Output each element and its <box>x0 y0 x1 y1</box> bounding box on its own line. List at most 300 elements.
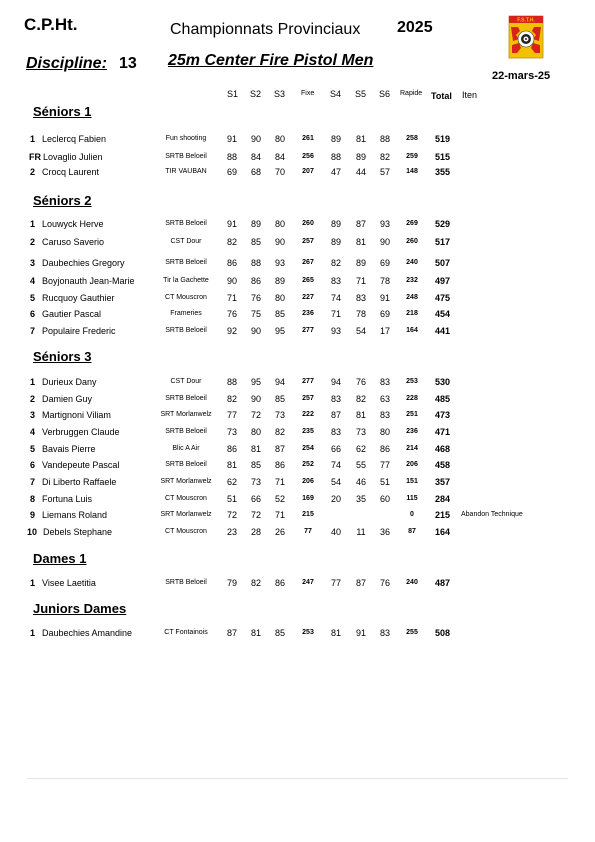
score-s3: 52 <box>274 494 286 504</box>
club-name: Frameries <box>170 310 202 317</box>
shooter-name: Durieux Dany <box>42 377 97 387</box>
club-name: CT Mouscron <box>165 294 207 301</box>
total-score: 475 <box>435 293 451 303</box>
total-score: 441 <box>435 326 451 336</box>
year: 2025 <box>397 19 433 36</box>
score-s5: 82 <box>355 394 367 404</box>
score-s4: 89 <box>330 237 342 247</box>
rank-cell: 6 <box>30 460 36 470</box>
score-s4: 82 <box>330 258 342 268</box>
score-s6: 36 <box>379 527 391 537</box>
discipline-number: 13 <box>119 55 137 72</box>
shooter-name: Boyjonauth Jean-Marie <box>42 276 135 286</box>
result-row <box>0 477 595 491</box>
club-name: SRTB Beloeil <box>165 153 207 160</box>
club-name: CT Fontainois <box>164 629 208 636</box>
organization-name: C.P.Ht. <box>24 15 78 34</box>
score-fixe: 235 <box>302 428 314 435</box>
shooter-name: Crocq Laurent <box>42 167 100 177</box>
score-s6: 78 <box>379 276 391 286</box>
score-s3: 26 <box>274 527 286 537</box>
score-rapide: 259 <box>406 153 418 160</box>
score-s1: 87 <box>226 628 238 638</box>
score-s3: 89 <box>274 276 286 286</box>
rank-cell: 5 <box>30 444 36 454</box>
shooter-name: Liemans Roland <box>42 510 108 520</box>
club-name: SRTB Beloeil <box>165 395 207 402</box>
federation-logo-icon <box>508 15 544 59</box>
score-s2: 81 <box>250 628 262 638</box>
score-rapide: 206 <box>406 461 418 468</box>
score-s6: 88 <box>379 134 391 144</box>
score-s5: 91 <box>355 628 367 638</box>
score-s6: 83 <box>379 628 391 638</box>
score-s4: 83 <box>330 427 342 437</box>
shooter-name: Debels Stephane <box>43 527 113 537</box>
rank-cell: FR <box>29 152 41 162</box>
score-rapide: 148 <box>406 168 418 175</box>
shooter-name: Daubechies Amandine <box>42 628 133 638</box>
total-score: 468 <box>435 444 451 454</box>
total-score: 164 <box>435 527 451 537</box>
result-row <box>0 258 595 272</box>
result-row <box>0 394 595 408</box>
score-rapide: 255 <box>406 629 418 636</box>
rank-cell: 1 <box>30 377 36 387</box>
score-s4: 93 <box>330 326 342 336</box>
score-fixe: 265 <box>302 277 314 284</box>
total-score: 529 <box>435 219 451 229</box>
club-name: SRTB Beloeil <box>165 327 207 334</box>
rank-cell: 3 <box>30 258 36 268</box>
rank-cell: 5 <box>30 293 36 303</box>
score-s2: 81 <box>250 444 262 454</box>
score-s2: 86 <box>250 276 262 286</box>
score-s2: 72 <box>250 410 262 420</box>
result-row <box>0 167 595 181</box>
score-rapide: 258 <box>406 135 418 142</box>
score-s3: 71 <box>274 510 286 520</box>
score-s4: 88 <box>330 152 342 162</box>
score-s4: 74 <box>330 460 342 470</box>
score-s5: 11 <box>356 527 366 537</box>
score-s5: 71 <box>355 276 367 286</box>
total-score: 519 <box>435 134 451 144</box>
event-date: 22-mars-25 <box>492 70 551 82</box>
score-s6: 80 <box>379 427 391 437</box>
score-s2: 89 <box>250 219 262 229</box>
score-s3: 84 <box>274 152 286 162</box>
rank-cell: 1 <box>30 628 36 638</box>
total-score: 530 <box>435 377 451 387</box>
result-row <box>0 494 595 508</box>
col-s4: S4 <box>330 89 342 99</box>
rank-cell: 1 <box>30 134 36 144</box>
score-s2: 68 <box>250 167 262 177</box>
score-s1: 71 <box>226 293 238 303</box>
club-name: SRTB Beloeil <box>165 579 207 586</box>
score-fixe: 215 <box>302 511 314 518</box>
score-s2: 82 <box>250 578 262 588</box>
total-score: 517 <box>435 237 451 247</box>
score-rapide: 115 <box>406 495 418 502</box>
score-s1: 86 <box>226 258 238 268</box>
score-s5: 81 <box>355 237 367 247</box>
score-s4: 83 <box>330 394 342 404</box>
score-s6: 51 <box>379 477 391 487</box>
rank-cell: 7 <box>30 326 36 336</box>
score-s2: 88 <box>250 258 262 268</box>
score-s1: 73 <box>226 427 238 437</box>
score-s3: 90 <box>274 237 286 247</box>
score-s2: 90 <box>250 134 262 144</box>
section-title: Séniors 3 <box>33 349 92 364</box>
score-fixe: 277 <box>302 327 314 334</box>
score-s3: 82 <box>274 427 286 437</box>
rank-cell: 6 <box>30 309 36 319</box>
shooter-name: Caruso Saverio <box>42 237 105 247</box>
club-name: CT Mouscron <box>165 495 207 502</box>
score-s3: 85 <box>274 628 286 638</box>
score-s1: 86 <box>226 444 238 454</box>
score-s1: 51 <box>226 494 238 504</box>
score-s2: 76 <box>250 293 262 303</box>
score-s3: 70 <box>274 167 286 177</box>
score-s5: 87 <box>355 578 367 588</box>
club-name: SRT Morlanwelz <box>160 511 212 518</box>
club-name: Tir la Gachette <box>163 277 209 284</box>
section-title: Séniors 1 <box>33 104 92 119</box>
score-rapide: 240 <box>406 259 418 266</box>
col-s3: S3 <box>274 89 286 99</box>
score-s1: 62 <box>226 477 238 487</box>
score-s4: 89 <box>330 134 342 144</box>
score-s6: 76 <box>379 578 391 588</box>
shooter-name: Di Liberto Raffaele <box>42 477 117 487</box>
col-item: Iten <box>462 90 478 100</box>
score-fixe: 247 <box>302 579 314 586</box>
shooter-name: Leclercq Fabien <box>42 134 107 144</box>
score-s4: 94 <box>330 377 342 387</box>
score-rapide: 164 <box>406 327 418 334</box>
shooter-name: Martignoni Viliam <box>42 410 111 420</box>
score-fixe: 169 <box>302 495 314 502</box>
score-s5: 46 <box>355 477 367 487</box>
club-name: Blic A Air <box>172 445 200 452</box>
total-score: 487 <box>435 578 451 588</box>
footer-divider <box>27 778 568 779</box>
rank-cell: 2 <box>30 167 36 177</box>
club-name: SRTB Beloeil <box>165 428 207 435</box>
section-title: Juniors Dames <box>33 601 127 616</box>
score-s1: 88 <box>226 377 238 387</box>
rank-cell: 1 <box>30 578 36 588</box>
score-s4: 71 <box>330 309 342 319</box>
score-s6: 57 <box>379 167 391 177</box>
club-name: SRTB Beloeil <box>165 220 207 227</box>
score-s5: 55 <box>355 460 367 470</box>
result-row <box>0 510 595 524</box>
score-s1: 77 <box>226 410 238 420</box>
section-title: Dames 1 <box>33 551 87 566</box>
score-s6: 91 <box>379 293 391 303</box>
club-name: SRT Morlanwelz <box>160 411 212 418</box>
result-row <box>0 427 595 441</box>
result-row <box>0 410 595 424</box>
score-fixe: 267 <box>302 259 314 266</box>
col-s2: S2 <box>250 89 262 99</box>
total-score: 454 <box>435 309 451 319</box>
score-s1: 91 <box>226 134 238 144</box>
score-s2: 90 <box>250 394 262 404</box>
score-s6: 82 <box>379 152 391 162</box>
score-s3: 94 <box>274 377 286 387</box>
club-name: SRTB Beloeil <box>165 461 207 468</box>
discipline-label: Discipline: <box>26 55 107 72</box>
score-s4: 89 <box>330 219 342 229</box>
result-row <box>0 219 595 233</box>
score-fixe: 256 <box>302 153 314 160</box>
club-name: CST Dour <box>170 238 202 245</box>
score-rapide: 236 <box>406 428 418 435</box>
score-s6: 63 <box>379 394 391 404</box>
rank-cell: 9 <box>30 510 36 520</box>
score-rapide: 248 <box>406 294 418 301</box>
score-s6: 83 <box>379 377 391 387</box>
rank-cell: 8 <box>30 494 36 504</box>
score-s1: 76 <box>226 309 238 319</box>
score-s2: 90 <box>250 326 262 336</box>
score-s3: 86 <box>274 578 286 588</box>
score-s4: 74 <box>330 293 342 303</box>
score-s3: 93 <box>274 258 286 268</box>
total-score: 215 <box>435 510 451 520</box>
result-row <box>0 578 595 592</box>
score-rapide: 87 <box>408 528 416 535</box>
col-s5: S5 <box>355 89 367 99</box>
score-s5: 44 <box>355 167 367 177</box>
shooter-name: Visee Laetitia <box>42 578 96 588</box>
col-fixe: Fixe <box>301 90 315 97</box>
score-s3: 80 <box>274 134 286 144</box>
score-s2: 85 <box>250 237 262 247</box>
score-s5: 89 <box>355 152 367 162</box>
club-name: CST Dour <box>170 378 202 385</box>
score-s5: 54 <box>355 326 367 336</box>
score-fixe: 77 <box>304 528 312 535</box>
result-row <box>0 326 595 340</box>
score-s4: 83 <box>330 276 342 286</box>
result-row <box>0 444 595 458</box>
rank-cell: 7 <box>30 477 36 487</box>
shooter-name: Damien Guy <box>42 394 93 404</box>
score-s1: 91 <box>226 219 238 229</box>
score-fixe: 257 <box>302 395 314 402</box>
result-row <box>0 628 595 642</box>
score-s6: 83 <box>379 410 391 420</box>
rank-cell: 2 <box>30 237 36 247</box>
score-s4: 77 <box>330 578 342 588</box>
shooter-name: Bavais Pierre <box>42 444 96 454</box>
total-score: 471 <box>435 427 451 437</box>
club-name: TIR VAUBAN <box>165 168 207 175</box>
result-row <box>0 237 595 251</box>
result-row <box>0 276 595 290</box>
shooter-name: Fortuna Luis <box>42 494 93 504</box>
score-s1: 72 <box>226 510 238 520</box>
score-s2: 28 <box>250 527 262 537</box>
score-s2: 85 <box>250 460 262 470</box>
score-s4: 54 <box>330 477 342 487</box>
shooter-name: Gautier Pascal <box>42 309 102 319</box>
score-s6: 69 <box>379 258 391 268</box>
score-fixe: 222 <box>302 411 314 418</box>
score-s5: 62 <box>355 444 367 454</box>
club-name: CT Mouscron <box>165 528 207 535</box>
col-total: Total <box>431 91 452 101</box>
score-s1: 23 <box>226 527 238 537</box>
score-rapide: 214 <box>406 445 418 452</box>
score-s3: 71 <box>274 477 286 487</box>
score-s2: 72 <box>250 510 262 520</box>
total-score: 507 <box>435 258 451 268</box>
score-s1: 81 <box>226 460 238 470</box>
score-s3: 95 <box>274 326 286 336</box>
section-title: Séniors 2 <box>33 193 92 208</box>
shooter-name: Vandepeute Pascal <box>42 460 120 470</box>
score-s2: 84 <box>250 152 262 162</box>
result-row <box>0 527 595 541</box>
total-score: 508 <box>435 628 451 638</box>
score-s5: 73 <box>355 427 367 437</box>
score-fixe: 257 <box>302 238 314 245</box>
discipline-name: 25m Center Fire Pistol Men <box>168 52 374 69</box>
result-row <box>0 152 595 166</box>
score-s5: 83 <box>355 293 367 303</box>
score-rapide: 240 <box>406 579 418 586</box>
page-title: Championnats Provinciaux <box>170 21 361 38</box>
score-s6: 90 <box>379 237 391 247</box>
score-s1: 69 <box>226 167 238 177</box>
score-rapide: 251 <box>406 411 418 418</box>
score-fixe: 252 <box>302 461 314 468</box>
score-s1: 79 <box>226 578 238 588</box>
score-s1: 82 <box>226 237 238 247</box>
score-s4: 87 <box>330 410 342 420</box>
score-fixe: 254 <box>302 445 314 452</box>
result-row <box>0 293 595 307</box>
rank-cell: 4 <box>30 427 36 437</box>
total-score: 485 <box>435 394 451 404</box>
shooter-name: Lovaglio Julien <box>43 152 103 162</box>
shooter-name: Populaire Frederic <box>42 326 116 336</box>
rank-cell: 1 <box>30 219 36 229</box>
total-score: 284 <box>435 494 451 504</box>
score-s2: 66 <box>250 494 262 504</box>
shooter-name: Daubechies Gregory <box>42 258 125 268</box>
total-score: 458 <box>435 460 451 470</box>
result-row <box>0 460 595 474</box>
score-s6: 60 <box>379 494 391 504</box>
score-s5: 76 <box>355 377 367 387</box>
club-name: SRT Morlanwelz <box>160 478 212 485</box>
total-score: 515 <box>435 152 451 162</box>
score-s4: 66 <box>330 444 342 454</box>
total-score: 497 <box>435 276 451 286</box>
score-s1: 92 <box>226 326 238 336</box>
score-rapide: 151 <box>406 478 418 485</box>
club-name: Fun shooting <box>165 135 207 142</box>
score-rapide: 260 <box>406 238 418 245</box>
result-row <box>0 134 595 148</box>
score-s5: 87 <box>355 219 367 229</box>
logo-text: F.S.T.H. <box>517 17 535 24</box>
score-s6: 86 <box>379 444 391 454</box>
total-score: 355 <box>435 167 451 177</box>
remark-text: Abandon Technique <box>461 511 523 518</box>
col-s1: S1 <box>227 89 239 99</box>
score-s3: 86 <box>274 460 286 470</box>
rank-cell: 4 <box>30 276 36 286</box>
score-s1: 88 <box>226 152 238 162</box>
score-rapide: 0 <box>410 511 414 518</box>
score-s6: 69 <box>379 309 391 319</box>
rank-cell: 3 <box>30 410 36 420</box>
score-s5: 81 <box>355 134 367 144</box>
score-fixe: 227 <box>302 294 314 301</box>
score-s2: 80 <box>250 427 262 437</box>
score-rapide: 228 <box>406 395 418 402</box>
score-s2: 75 <box>250 309 262 319</box>
result-row <box>0 377 595 391</box>
score-fixe: 207 <box>302 168 314 175</box>
shooter-name: Rucquoy Gauthier <box>42 293 115 303</box>
score-s3: 80 <box>274 219 286 229</box>
score-s5: 35 <box>355 494 367 504</box>
score-s4: 40 <box>330 527 342 537</box>
col-rapide: Rapide <box>400 90 423 97</box>
score-s1: 82 <box>226 394 238 404</box>
score-s2: 95 <box>250 377 262 387</box>
score-s3: 85 <box>274 394 286 404</box>
score-fixe: 253 <box>302 629 314 636</box>
score-rapide: 269 <box>406 220 418 227</box>
score-s6: 93 <box>379 219 391 229</box>
score-s1: 90 <box>226 276 238 286</box>
score-s3: 85 <box>274 309 286 319</box>
col-s6: S6 <box>379 89 391 99</box>
score-s5: 81 <box>355 410 367 420</box>
result-row <box>0 309 595 323</box>
score-s4: 47 <box>330 167 342 177</box>
club-name: SRTB Beloeil <box>165 259 207 266</box>
score-s6: 17 <box>379 326 391 336</box>
score-fixe: 260 <box>302 220 314 227</box>
score-rapide: 218 <box>406 310 418 317</box>
score-fixe: 236 <box>302 310 314 317</box>
score-s3: 73 <box>274 410 286 420</box>
rank-cell: 10 <box>27 527 38 537</box>
score-fixe: 206 <box>302 478 314 485</box>
score-s6: 77 <box>379 460 391 470</box>
shooter-name: Verbruggen Claude <box>42 427 120 437</box>
score-s5: 89 <box>355 258 367 268</box>
total-score: 357 <box>435 477 451 487</box>
score-s5: 78 <box>355 309 367 319</box>
score-s3: 87 <box>274 444 286 454</box>
total-score: 473 <box>435 410 451 420</box>
score-s4: 81 <box>330 628 342 638</box>
